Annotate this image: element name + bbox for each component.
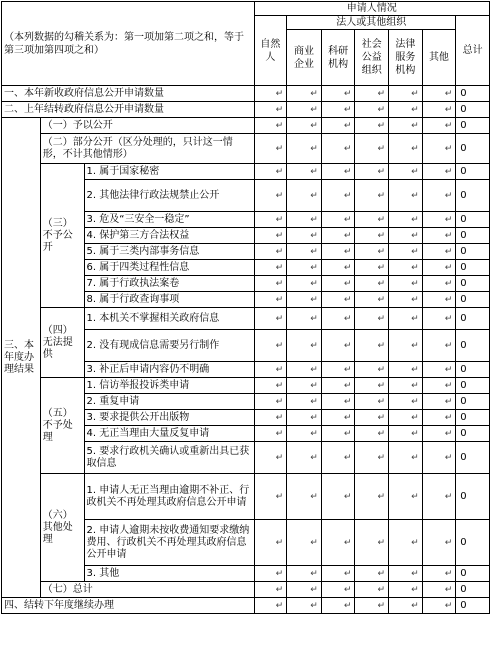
total-cell: 0 (456, 410, 490, 426)
data-cell: ↵ (422, 86, 456, 102)
row-label: 4. 无正当理由大量反复申请 (84, 426, 254, 442)
col-business: 商业企业 (287, 30, 322, 86)
total-cell: 0 (456, 330, 490, 362)
data-cell: ↵ (389, 582, 423, 598)
total-cell: 0 (456, 566, 490, 582)
group-label: （三）不予公开 (40, 164, 84, 308)
data-cell: ↵ (321, 362, 355, 378)
col-legal-service: 法律服务机构 (389, 30, 423, 86)
total-cell: 0 (456, 520, 490, 566)
data-cell: ↵ (287, 102, 322, 118)
data-cell: ↵ (287, 598, 322, 614)
data-cell: ↵ (355, 134, 389, 164)
data-cell: ↵ (422, 598, 456, 614)
applicant-header: 申请人情况 (254, 2, 489, 16)
total-cell: 0 (456, 394, 490, 410)
data-cell: ↵ (389, 598, 423, 614)
data-cell: ↵ (321, 180, 355, 212)
data-cell: ↵ (355, 410, 389, 426)
data-cell: ↵ (321, 394, 355, 410)
total-cell: 0 (456, 426, 490, 442)
data-cell: ↵ (287, 362, 322, 378)
data-cell: ↵ (389, 410, 423, 426)
data-cell: ↵ (287, 276, 322, 292)
row-label: 四、结转下年度继续办理 (2, 598, 255, 614)
legal-group-header: 法人或其他组织 (287, 16, 456, 30)
data-cell: ↵ (287, 394, 322, 410)
data-cell: ↵ (422, 410, 456, 426)
data-cell: ↵ (422, 582, 456, 598)
data-cell: ↵ (287, 330, 322, 362)
total-cell: 0 (456, 362, 490, 378)
data-cell: ↵ (422, 474, 456, 520)
total-cell: 0 (456, 102, 490, 118)
data-cell: ↵ (389, 102, 423, 118)
data-cell: ↵ (389, 566, 423, 582)
data-cell: ↵ (287, 308, 322, 330)
data-cell: ↵ (422, 276, 456, 292)
data-cell: ↵ (321, 426, 355, 442)
data-cell: ↵ (355, 582, 389, 598)
group-label: （四）无法提供 (40, 308, 84, 378)
group-label: （五）不予处理 (40, 378, 84, 474)
data-cell: ↵ (287, 520, 322, 566)
total-cell: 0 (456, 598, 490, 614)
group-label: （六）其他处理 (40, 474, 84, 582)
col-other: 其他 (422, 30, 456, 86)
data-cell: ↵ (254, 598, 287, 614)
data-cell: ↵ (254, 86, 287, 102)
data-cell: ↵ (355, 474, 389, 520)
data-cell: ↵ (254, 180, 287, 212)
data-cell: ↵ (254, 330, 287, 362)
row-label: 8. 属于行政查询事项 (84, 292, 254, 308)
data-cell: ↵ (321, 86, 355, 102)
data-cell: ↵ (321, 228, 355, 244)
col-research: 科研机构 (321, 30, 355, 86)
data-cell: ↵ (422, 212, 456, 228)
data-cell: ↵ (422, 308, 456, 330)
data-cell: ↵ (321, 118, 355, 134)
col-natural-person: 自然人 (254, 16, 287, 86)
data-cell: ↵ (321, 212, 355, 228)
data-cell: ↵ (287, 228, 322, 244)
data-cell: ↵ (389, 378, 423, 394)
data-cell: ↵ (287, 212, 322, 228)
data-cell: ↵ (355, 394, 389, 410)
col-public-org: 社会公益组织 (355, 30, 389, 86)
data-cell: ↵ (254, 228, 287, 244)
data-cell: ↵ (254, 442, 287, 474)
row-label: 2. 申请人逾期未按收费通知要求缴纳费用、行政机关不再处理其政府信息公开申请 (84, 520, 254, 566)
data-cell: ↵ (287, 164, 322, 180)
data-cell: ↵ (287, 260, 322, 276)
data-cell: ↵ (389, 362, 423, 378)
data-cell: ↵ (254, 292, 287, 308)
row-label: （七）总计 (40, 582, 254, 598)
data-cell: ↵ (287, 582, 322, 598)
data-cell: ↵ (321, 244, 355, 260)
data-cell: ↵ (287, 244, 322, 260)
total-cell: 0 (456, 582, 490, 598)
data-cell: ↵ (355, 442, 389, 474)
data-cell: ↵ (355, 520, 389, 566)
data-cell: ↵ (287, 426, 322, 442)
data-cell: ↵ (287, 566, 322, 582)
row-label: 7. 属于行政执法案卷 (84, 276, 254, 292)
data-cell: ↵ (254, 394, 287, 410)
data-cell: ↵ (355, 180, 389, 212)
data-cell: ↵ (321, 134, 355, 164)
data-cell: ↵ (422, 442, 456, 474)
data-cell: ↵ (355, 164, 389, 180)
data-cell: ↵ (422, 378, 456, 394)
data-cell: ↵ (321, 102, 355, 118)
data-cell: ↵ (389, 244, 423, 260)
data-cell: ↵ (422, 260, 456, 276)
data-cell: ↵ (254, 260, 287, 276)
table-row (2, 308, 490, 330)
data-cell: ↵ (422, 520, 456, 566)
data-cell: ↵ (355, 598, 389, 614)
data-cell: ↵ (422, 394, 456, 410)
data-cell: ↵ (254, 118, 287, 134)
table-row (2, 102, 490, 118)
row-label: 3. 要求提供公开出版物 (84, 410, 254, 426)
row-label: 二、上年结转政府信息公开申请数量 (2, 102, 255, 118)
table-row (2, 86, 490, 102)
col-total: 总计 (456, 16, 490, 86)
table-row (2, 164, 490, 180)
row-label: 3. 其他 (84, 566, 254, 582)
total-cell: 0 (456, 244, 490, 260)
data-cell: ↵ (254, 520, 287, 566)
data-cell: ↵ (355, 566, 389, 582)
row-label: 一、本年新收政府信息公开申请数量 (2, 86, 255, 102)
data-cell: ↵ (287, 86, 322, 102)
data-cell: ↵ (389, 260, 423, 276)
data-cell: ↵ (389, 212, 423, 228)
data-cell: ↵ (321, 598, 355, 614)
data-cell: ↵ (355, 378, 389, 394)
data-cell: ↵ (254, 308, 287, 330)
data-cell: ↵ (389, 164, 423, 180)
data-cell: ↵ (422, 426, 456, 442)
row-label: 6. 属于四类过程性信息 (84, 260, 254, 276)
data-cell: ↵ (389, 86, 423, 102)
data-cell: ↵ (422, 362, 456, 378)
total-cell: 0 (456, 260, 490, 276)
data-cell: ↵ (422, 292, 456, 308)
row-label: 4. 保护第三方合法权益 (84, 228, 254, 244)
data-cell: ↵ (254, 164, 287, 180)
total-cell: 0 (456, 180, 490, 212)
row-label: 3. 补正后申请内容仍不明确 (84, 362, 254, 378)
data-cell: ↵ (422, 134, 456, 164)
total-cell: 0 (456, 308, 490, 330)
data-cell: ↵ (321, 308, 355, 330)
data-cell: ↵ (422, 330, 456, 362)
data-cell: ↵ (355, 228, 389, 244)
data-cell: ↵ (254, 276, 287, 292)
data-cell: ↵ (355, 426, 389, 442)
data-cell: ↵ (355, 118, 389, 134)
data-cell: ↵ (355, 330, 389, 362)
total-cell: 0 (456, 378, 490, 394)
data-cell: ↵ (254, 362, 287, 378)
total-cell: 0 (456, 212, 490, 228)
data-cell: ↵ (321, 260, 355, 276)
data-cell: ↵ (321, 442, 355, 474)
row-label: （一）予以公开 (40, 118, 254, 134)
data-cell: ↵ (321, 330, 355, 362)
data-cell: ↵ (355, 102, 389, 118)
data-cell: ↵ (355, 308, 389, 330)
data-cell: ↵ (355, 244, 389, 260)
row-label: 1. 属于国家秘密 (84, 164, 254, 180)
data-cell: ↵ (422, 164, 456, 180)
data-cell: ↵ (389, 228, 423, 244)
table-row (2, 118, 490, 134)
data-cell: ↵ (422, 118, 456, 134)
data-cell: ↵ (355, 292, 389, 308)
data-cell: ↵ (287, 410, 322, 426)
row-label: 1. 本机关不掌握相关政府信息 (84, 308, 254, 330)
table-row (2, 378, 490, 394)
data-cell: ↵ (287, 292, 322, 308)
data-cell: ↵ (389, 134, 423, 164)
data-cell: ↵ (355, 362, 389, 378)
data-cell: ↵ (254, 378, 287, 394)
row-label: 5. 要求行政机关确认或重新出具已获取信息 (84, 442, 254, 474)
table-row (2, 134, 490, 164)
data-cell: ↵ (389, 276, 423, 292)
total-cell: 0 (456, 134, 490, 164)
data-cell: ↵ (254, 566, 287, 582)
data-cell: ↵ (321, 276, 355, 292)
total-cell: 0 (456, 86, 490, 102)
total-cell: 0 (456, 164, 490, 180)
row-label: （二）部分公开（区分处理的，只计这一情形，不计其他情形） (40, 134, 254, 164)
data-cell: ↵ (355, 212, 389, 228)
data-cell: ↵ (254, 426, 287, 442)
data-cell: ↵ (422, 244, 456, 260)
data-cell: ↵ (389, 308, 423, 330)
data-cell: ↵ (355, 276, 389, 292)
table-row (2, 598, 490, 614)
table-row (2, 582, 490, 598)
row-label: 2. 其他法律行政法规禁止公开 (84, 180, 254, 212)
data-cell: ↵ (287, 442, 322, 474)
data-cell: ↵ (287, 118, 322, 134)
total-cell: 0 (456, 276, 490, 292)
row-label: 5. 属于三类内部事务信息 (84, 244, 254, 260)
data-cell: ↵ (389, 474, 423, 520)
data-cell: ↵ (422, 566, 456, 582)
data-cell: ↵ (321, 520, 355, 566)
row-label: 2. 没有现成信息需要另行制作 (84, 330, 254, 362)
data-cell: ↵ (389, 520, 423, 566)
data-cell: ↵ (389, 292, 423, 308)
data-cell: ↵ (321, 474, 355, 520)
row-label: 3. 危及“三安全一稳定” (84, 212, 254, 228)
total-cell: 0 (456, 474, 490, 520)
row-label: 1. 申请人无正当理由逾期不补正、行政机关不再处理其政府信息公开申请 (84, 474, 254, 520)
data-cell: ↵ (389, 180, 423, 212)
data-cell: ↵ (389, 394, 423, 410)
data-cell: ↵ (321, 410, 355, 426)
data-cell: ↵ (254, 410, 287, 426)
data-cell: ↵ (321, 566, 355, 582)
data-cell: ↵ (355, 86, 389, 102)
data-cell: ↵ (389, 442, 423, 474)
data-cell: ↵ (254, 212, 287, 228)
data-cell: ↵ (321, 378, 355, 394)
row-label: 2. 重复申请 (84, 394, 254, 410)
data-cell: ↵ (287, 474, 322, 520)
data-cell: ↵ (321, 582, 355, 598)
section-label: 三、本年度办理结果 (2, 118, 41, 598)
data-cell: ↵ (321, 292, 355, 308)
data-cell: ↵ (321, 164, 355, 180)
data-cell: ↵ (287, 180, 322, 212)
statistics-table (1, 1, 490, 614)
data-cell: ↵ (254, 582, 287, 598)
data-cell: ↵ (254, 474, 287, 520)
data-cell: ↵ (389, 118, 423, 134)
data-cell: ↵ (422, 180, 456, 212)
data-cell: ↵ (254, 102, 287, 118)
total-cell: 0 (456, 118, 490, 134)
data-cell: ↵ (287, 134, 322, 164)
data-cell: ↵ (355, 260, 389, 276)
table-row (2, 474, 490, 520)
data-cell: ↵ (389, 330, 423, 362)
total-cell: 0 (456, 442, 490, 474)
data-cell: ↵ (254, 134, 287, 164)
data-cell: ↵ (287, 378, 322, 394)
data-cell: ↵ (389, 426, 423, 442)
data-cell: ↵ (422, 102, 456, 118)
data-cell: ↵ (422, 228, 456, 244)
total-cell: 0 (456, 228, 490, 244)
header-note: （本列数据的勾稽关系为：第一项加第二项之和，等于第三项加第四项之和） (2, 2, 255, 86)
total-cell: 0 (456, 292, 490, 308)
row-label: 1. 信访举报投诉类申请 (84, 378, 254, 394)
data-cell: ↵ (254, 244, 287, 260)
